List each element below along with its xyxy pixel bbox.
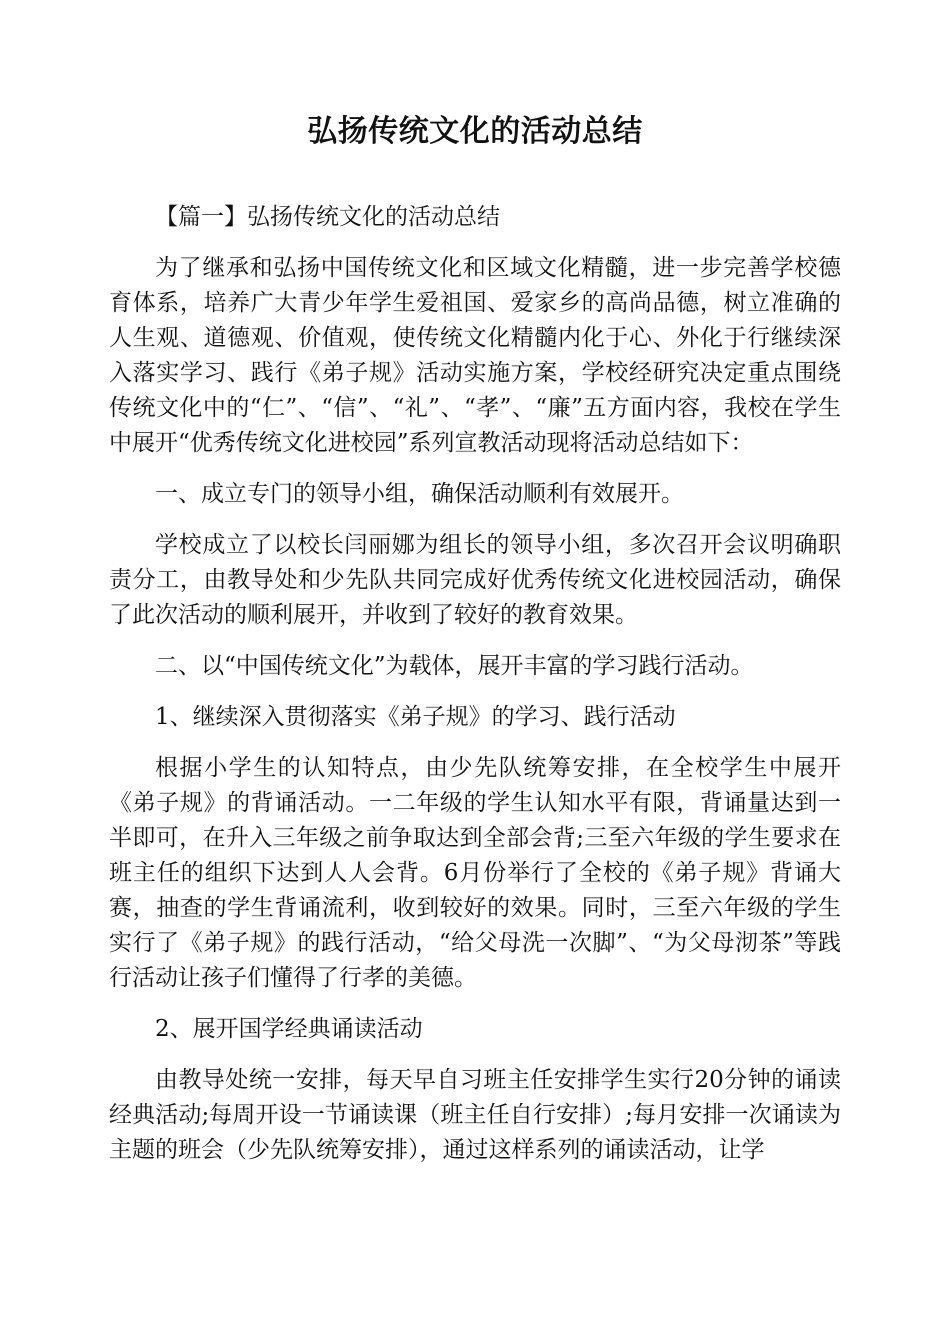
document-title: 弘扬传统文化的活动总结 <box>307 114 643 149</box>
subsection-heading: 1、继续深入贯彻落实《弟子规》的学习、践行活动 <box>155 704 676 730</box>
body-paragraph: 为了继承和弘扬中国传统文化和区域文化精髓，进一步完善学校德育体系，培养广大青少年学生爱祖国、爱家乡的高尚品德，树立准确的人生观、道德观、价值观，使传统文化精髓内化于心、外化于行继续深入落实学习、践行《弟子规》活动实施方案，学校经研究决定重点围绕传统文化中的“仁”、“信”、“礼”、“孝”、“廉”五方面内容，我校在学生中展开“优秀传统文化进校园”系列宣教活动现将活动总结如下： <box>109 255 841 456</box>
body-paragraph: 学校成立了以校长闫丽娜为组长的领导小组，多次召开会议明确职责分工，由教导处和少先队共同完成好优秀传统文化进校园活动，确保了此次活动的顺利展开，并收到了较好的教育效果。 <box>109 532 841 628</box>
body-paragraph: 由教导处统一安排，每天早自习班主任安排学生实行20分钟的诵读经典活动;每周开设一节诵读课（班主任自行安排）;每月安排一次诵读为主题的班会（少先队统筹安排），通过这样系列的诵读活动，让学 <box>109 1067 841 1163</box>
document-body <box>109 110 841 1184</box>
body-paragraph: 根据小学生的认知特点，由少先队统筹安排，在全校学生中展开《弟子规》的背诵活动。一二年级的学生认知水平有限，背诵量达到一半即可，在升入三年级之前争取达到全部会背;三至六年级的学生要求在班主任的组织下达到人人会背。6月份举行了全校的《弟子规》背诵大赛，抽查的学生背诵流利，收到较好的效果。同时，三至六年级的学生实行了《弟子规》的践行活动，“给父母洗一次脚”、“为父母沏茶”等践行活动让孩子们懂得了行孝的美德。 <box>109 755 841 991</box>
section-heading: 一、成立专门的领导小组，确保活动顺利有效展开。 <box>155 481 684 507</box>
section-heading: 【篇一】弘扬传统文化的活动总结 <box>155 204 500 230</box>
section-heading: 二、以“中国传统文化”为载体，展开丰富的学习践行活动。 <box>155 653 754 679</box>
subsection-heading: 2、展开国学经典诵读活动 <box>155 1016 423 1042</box>
